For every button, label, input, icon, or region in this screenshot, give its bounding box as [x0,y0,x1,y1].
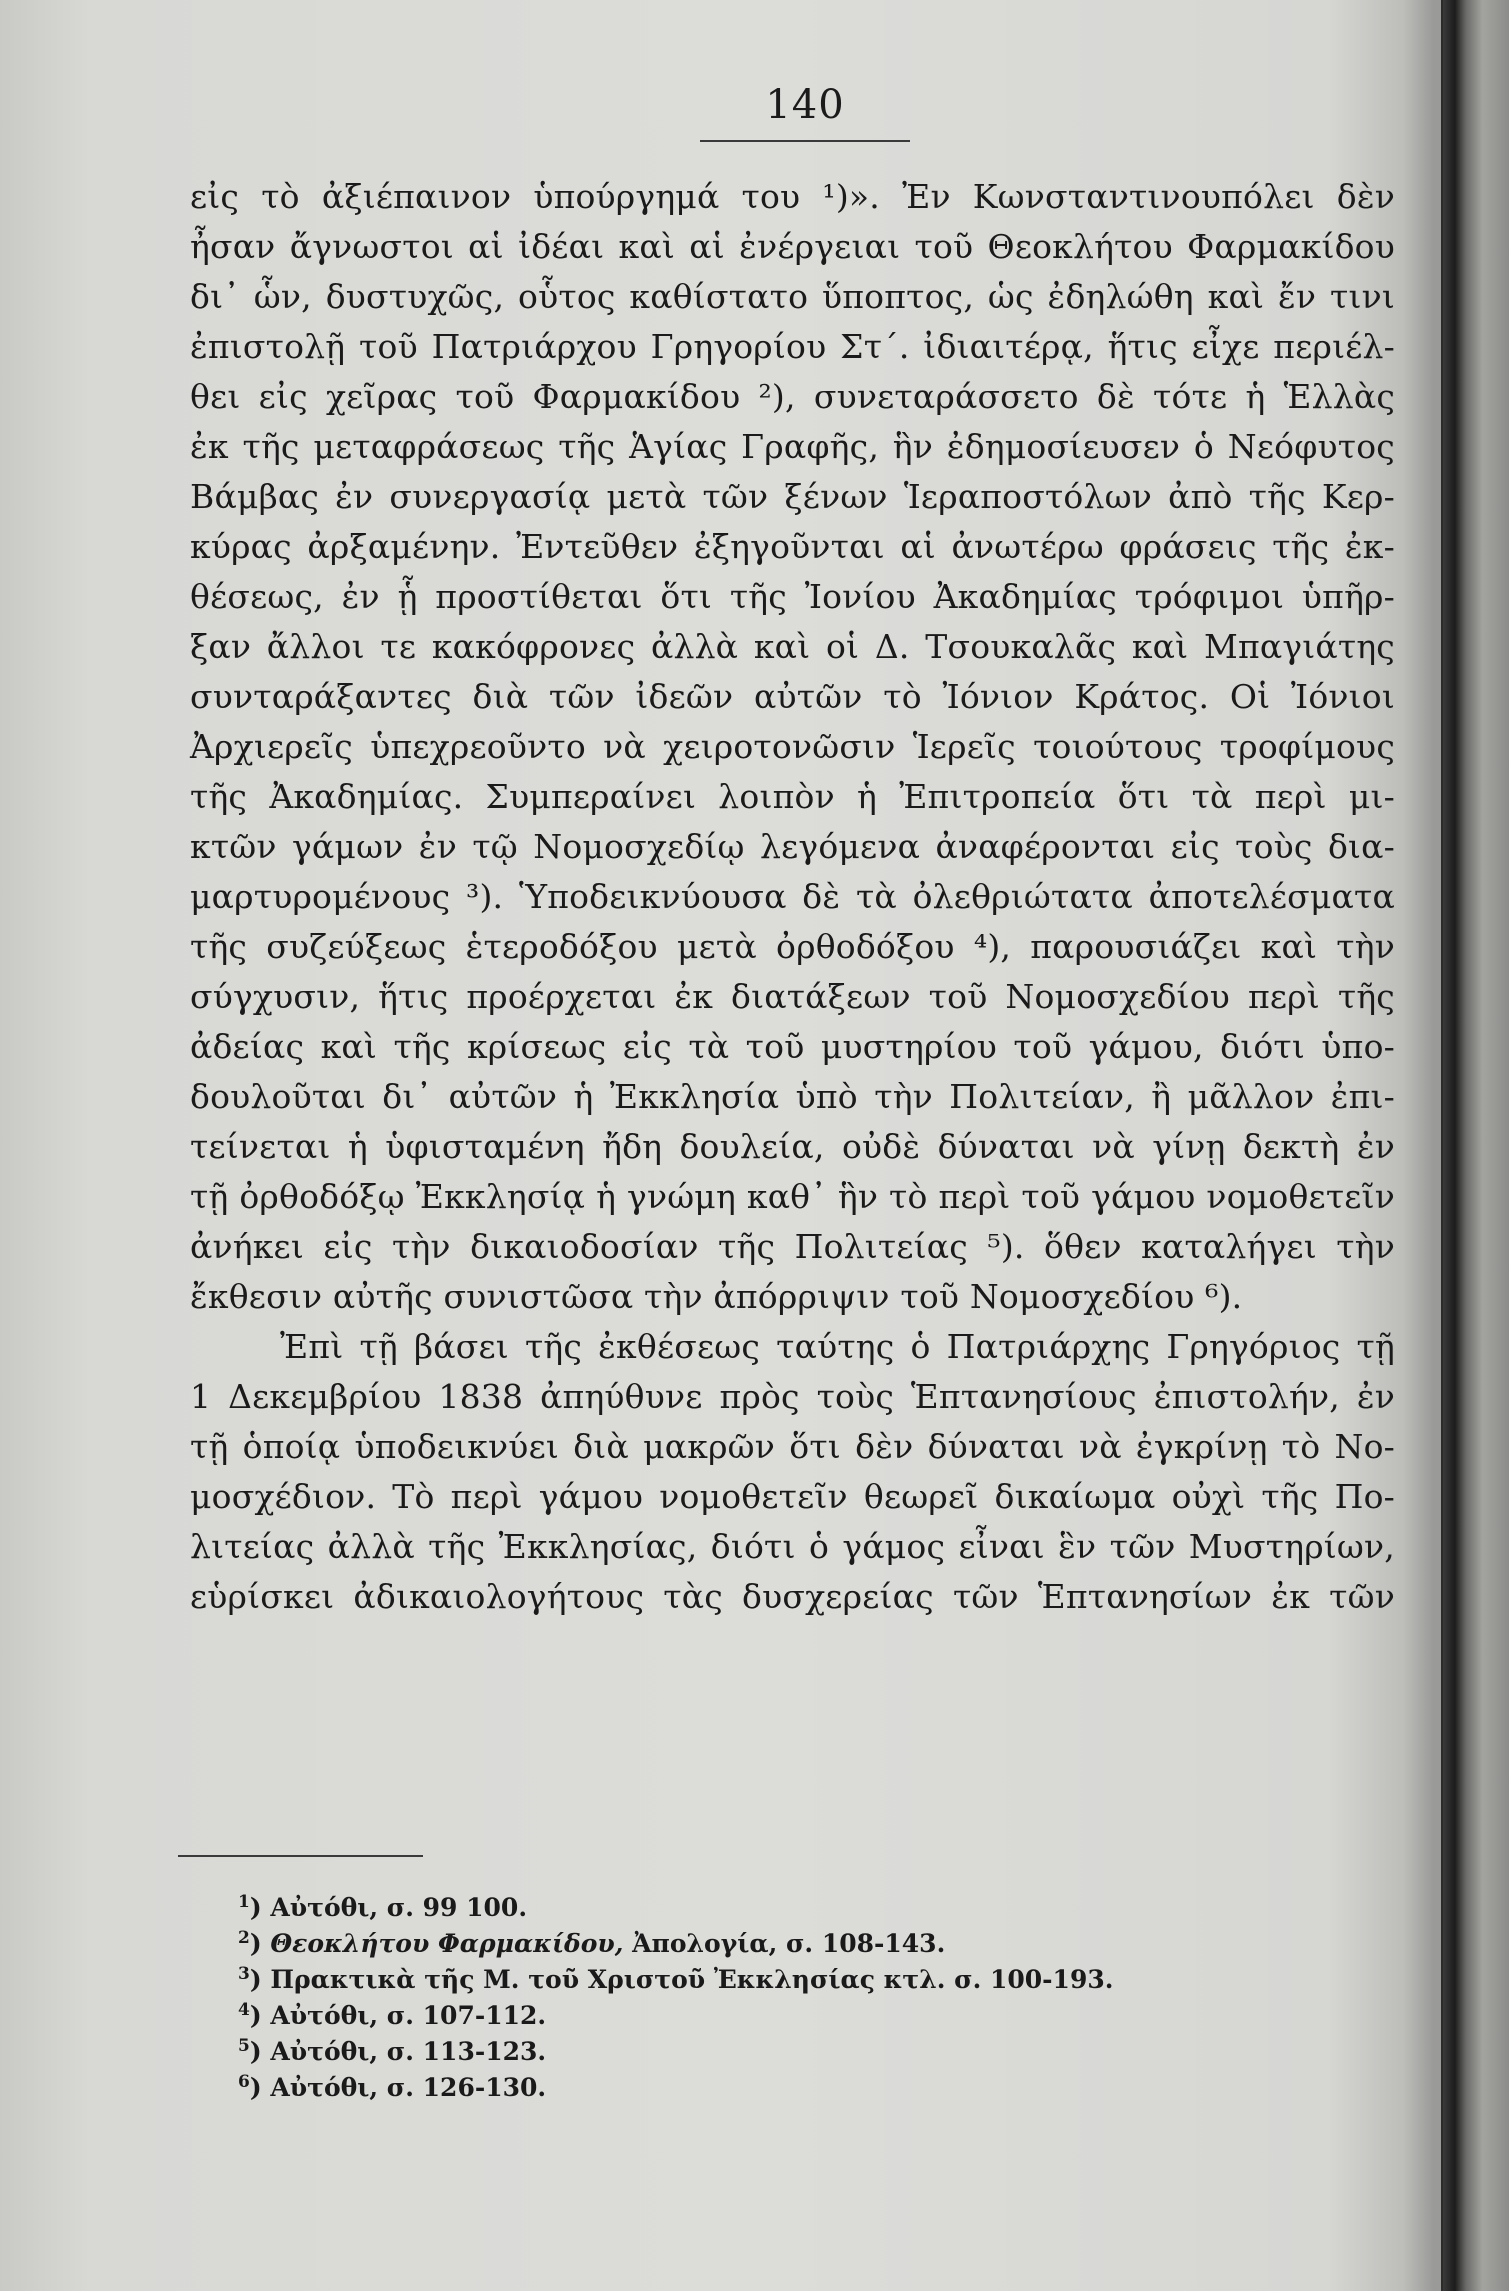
footnote: $^4$) Αὐτόθι, σ. 107-112. [238,2000,547,2030]
footnote-marker: 1 [238,1892,250,1912]
footnote-text: Ἀπολογία, σ. 108-143. [623,1929,946,1958]
footnote: $^1$) Αὐτόθι, σ. 99 100. [238,1892,528,1922]
text-line: τῆς Ἀκαδημίας. Συμπεραίνει λοιπὸν ἡ Ἐπιτροπεία ὅτι τὰ περὶ μι- [190,777,1395,816]
text-line: θέσεως, ἐν ᾗ προστίθεται ὅτι τῆς Ἰονίου Ἀκαδημίας τρόφιμοι ὑπῆρ- [190,577,1395,616]
footnote: $^2$) Θεοκλήτου Φαρμακίδου, Ἀπολογία, σ. 108-143. [238,1928,946,1958]
footnote-source: Θεοκλήτου Φαρμακίδου, [270,1929,624,1958]
footnote-text: Αὐτόθι, σ. 107-112. [270,2001,547,2030]
text-line: ξαν ἄλλοι τε κακόφρονες ἀλλὰ καὶ οἱ Δ. Τσουκαλᾶς καὶ Μπαγιάτης [190,627,1395,666]
footnote-rule [178,1855,423,1857]
footnote-marker: 3 [238,1964,250,1984]
text-line: θει εἰς χεῖρας τοῦ Φαρμακίδου ²), συνεταράσσετο δὲ τότε ἡ Ἑλλὰς [190,377,1395,416]
footnotes [238,1890,1113,2106]
text-line: δουλοῦται δι᾽ αὐτῶν ἡ Ἐκκλησία ὑπὸ τὴν Πολιτείαν, ἢ μᾶλλον ἐπι- [190,1077,1395,1116]
text-line: εἰς τὸ ἀξιέπαινον ὑπούργημά του ¹)». Ἐν Κωνσταντινουπόλει δὲν [190,177,1395,216]
text-line: Ἐπὶ τῇ βάσει τῆς ἐκθέσεως ταύτης ὁ Πατριάρχης Γρηγόριος τῇ [280,1327,1395,1366]
text-line: κύρας ἀρξαμένην. Ἐντεῦθεν ἐξηγοῦνται αἱ ἀνωτέρω φράσεις τῆς ἐκ- [190,527,1395,566]
text-line: ἦσαν ἄγνωστοι αἱ ἰδέαι καὶ αἱ ἐνέργειαι τοῦ Θεοκλήτου Φαρμακίδου [190,227,1395,266]
text-line: Ἀρχιερεῖς ὑπεχρεοῦντο νὰ χειροτονῶσιν Ἱερεῖς τοιούτους τροφίμους [190,727,1395,766]
text-line: μοσχέδιον. Τὸ περὶ γάμου νομοθετεῖν θεωρεῖ δικαίωμα οὐχὶ τῆς Πο- [190,1477,1395,1516]
body-text [190,172,1395,1622]
page-number-rule [700,140,910,142]
footnote-text: Αὐτόθι, σ. 126-130. [270,2073,547,2102]
text-line: κτῶν γάμων ἐν τῷ Νομοσχεδίῳ λεγόμενα ἀναφέρονται εἰς τοὺς δια- [190,827,1395,866]
footnote-text: Αὐτόθι, σ. 113-123. [270,2037,547,2066]
text-line: εὑρίσκει ἀδικαιολογήτους τὰς δυσχερείας τῶν Ἑπτανησίων ἐκ τῶν [190,1577,1395,1616]
text-line: Βάμβας ἐν συνεργασίᾳ μετὰ τῶν ξένων Ἱεραποστόλων ἀπὸ τῆς Κερ- [190,477,1395,516]
text-line: τείνεται ἡ ὑφισταμένη ἤδη δουλεία, οὐδὲ δύναται νὰ γίνῃ δεκτὴ ἐν [190,1127,1395,1166]
page-number: 140 [765,82,845,128]
book-spine [1443,0,1509,2291]
text-line: τῆς συζεύξεως ἑτεροδόξου μετὰ ὀρθοδόξου ⁴), παρουσιάζει καὶ τὴν [190,927,1395,966]
text-line: λιτείας ἀλλὰ τῆς Ἐκκλησίας, διότι ὁ γάμος εἶναι ἓν τῶν Μυστηρίων, [190,1527,1395,1566]
text-line: ἀνήκει εἰς τὴν δικαιοδοσίαν τῆς Πολιτείας ⁵). ὅθεν καταλήγει τὴν [190,1227,1395,1266]
footnote-text: Αὐτόθι, σ. 99 100. [270,1893,528,1922]
footnote-marker: 6 [238,2072,250,2092]
text-line: ἔκθεσιν αὐτῆς συνιστῶσα τὴν ἀπόρριψιν τοῦ Νομοσχεδίου ⁶). [190,1277,1243,1316]
text-line: ἐπιστολῇ τοῦ Πατριάρχου Γρηγορίου Στ΄. ἰδιαιτέρᾳ, ἥτις εἶχε περιέλ- [190,327,1395,366]
text-line: μαρτυρομένους ³). Ὑποδεικνύουσα δὲ τὰ ὀλεθριώτατα ἀποτελέσματα [190,877,1395,916]
text-line: 1 Δεκεμβρίου 1838 ἀπηύθυνε πρὸς τοὺς Ἑπτανησίους ἐπιστολήν, ἐν [190,1377,1395,1416]
footnote-marker: 2 [238,1928,250,1948]
footnote-text: Πρακτικὰ τῆς Μ. τοῦ Χριστοῦ Ἐκκλησίας κτλ. σ. 100-193. [270,1965,1114,1994]
footnote: $^5$) Αὐτόθι, σ. 113-123. [238,2036,547,2066]
footnote: $^3$) Πρακτικὰ τῆς Μ. τοῦ Χριστοῦ Ἐκκλησίας κτλ. σ. 100-193. [238,1964,1114,1994]
text-line: σύγχυσιν, ἥτις προέρχεται ἐκ διατάξεων τοῦ Νομοσχεδίου περὶ τῆς [190,977,1395,1016]
text-line: συνταράξαντες διὰ τῶν ἰδεῶν αὐτῶν τὸ Ἰόνιον Κράτος. Οἱ Ἰόνιοι [190,677,1395,716]
footnote-marker: 5 [238,2036,250,2056]
text-line: δι᾽ ὧν, δυστυχῶς, οὗτος καθίστατο ὕποπτος, ὡς ἐδηλώθη καὶ ἔν τινι [190,277,1395,316]
footnote: $^6$) Αὐτόθι, σ. 126-130. [238,2072,547,2102]
text-line: ἐκ τῆς μεταφράσεως τῆς Ἁγίας Γραφῆς, ἣν ἐδημοσίευσεν ὁ Νεόφυτος [190,427,1395,466]
text-line: τῇ ὀρθοδόξῳ Ἐκκλησίᾳ ἡ γνώμη καθ᾽ ἣν τὸ περὶ τοῦ γάμου νομοθετεῖν [190,1177,1395,1216]
text-line: ἀδείας καὶ τῆς κρίσεως εἰς τὰ τοῦ μυστηρίου τοῦ γάμου, διότι ὑπο- [190,1027,1395,1066]
footnote-marker: 4 [238,2000,250,2020]
text-line: τῇ ὁποίᾳ ὑποδεικνύει διὰ μακρῶν ὅτι δὲν δύναται νὰ ἐγκρίνῃ τὸ Νο- [190,1427,1395,1466]
